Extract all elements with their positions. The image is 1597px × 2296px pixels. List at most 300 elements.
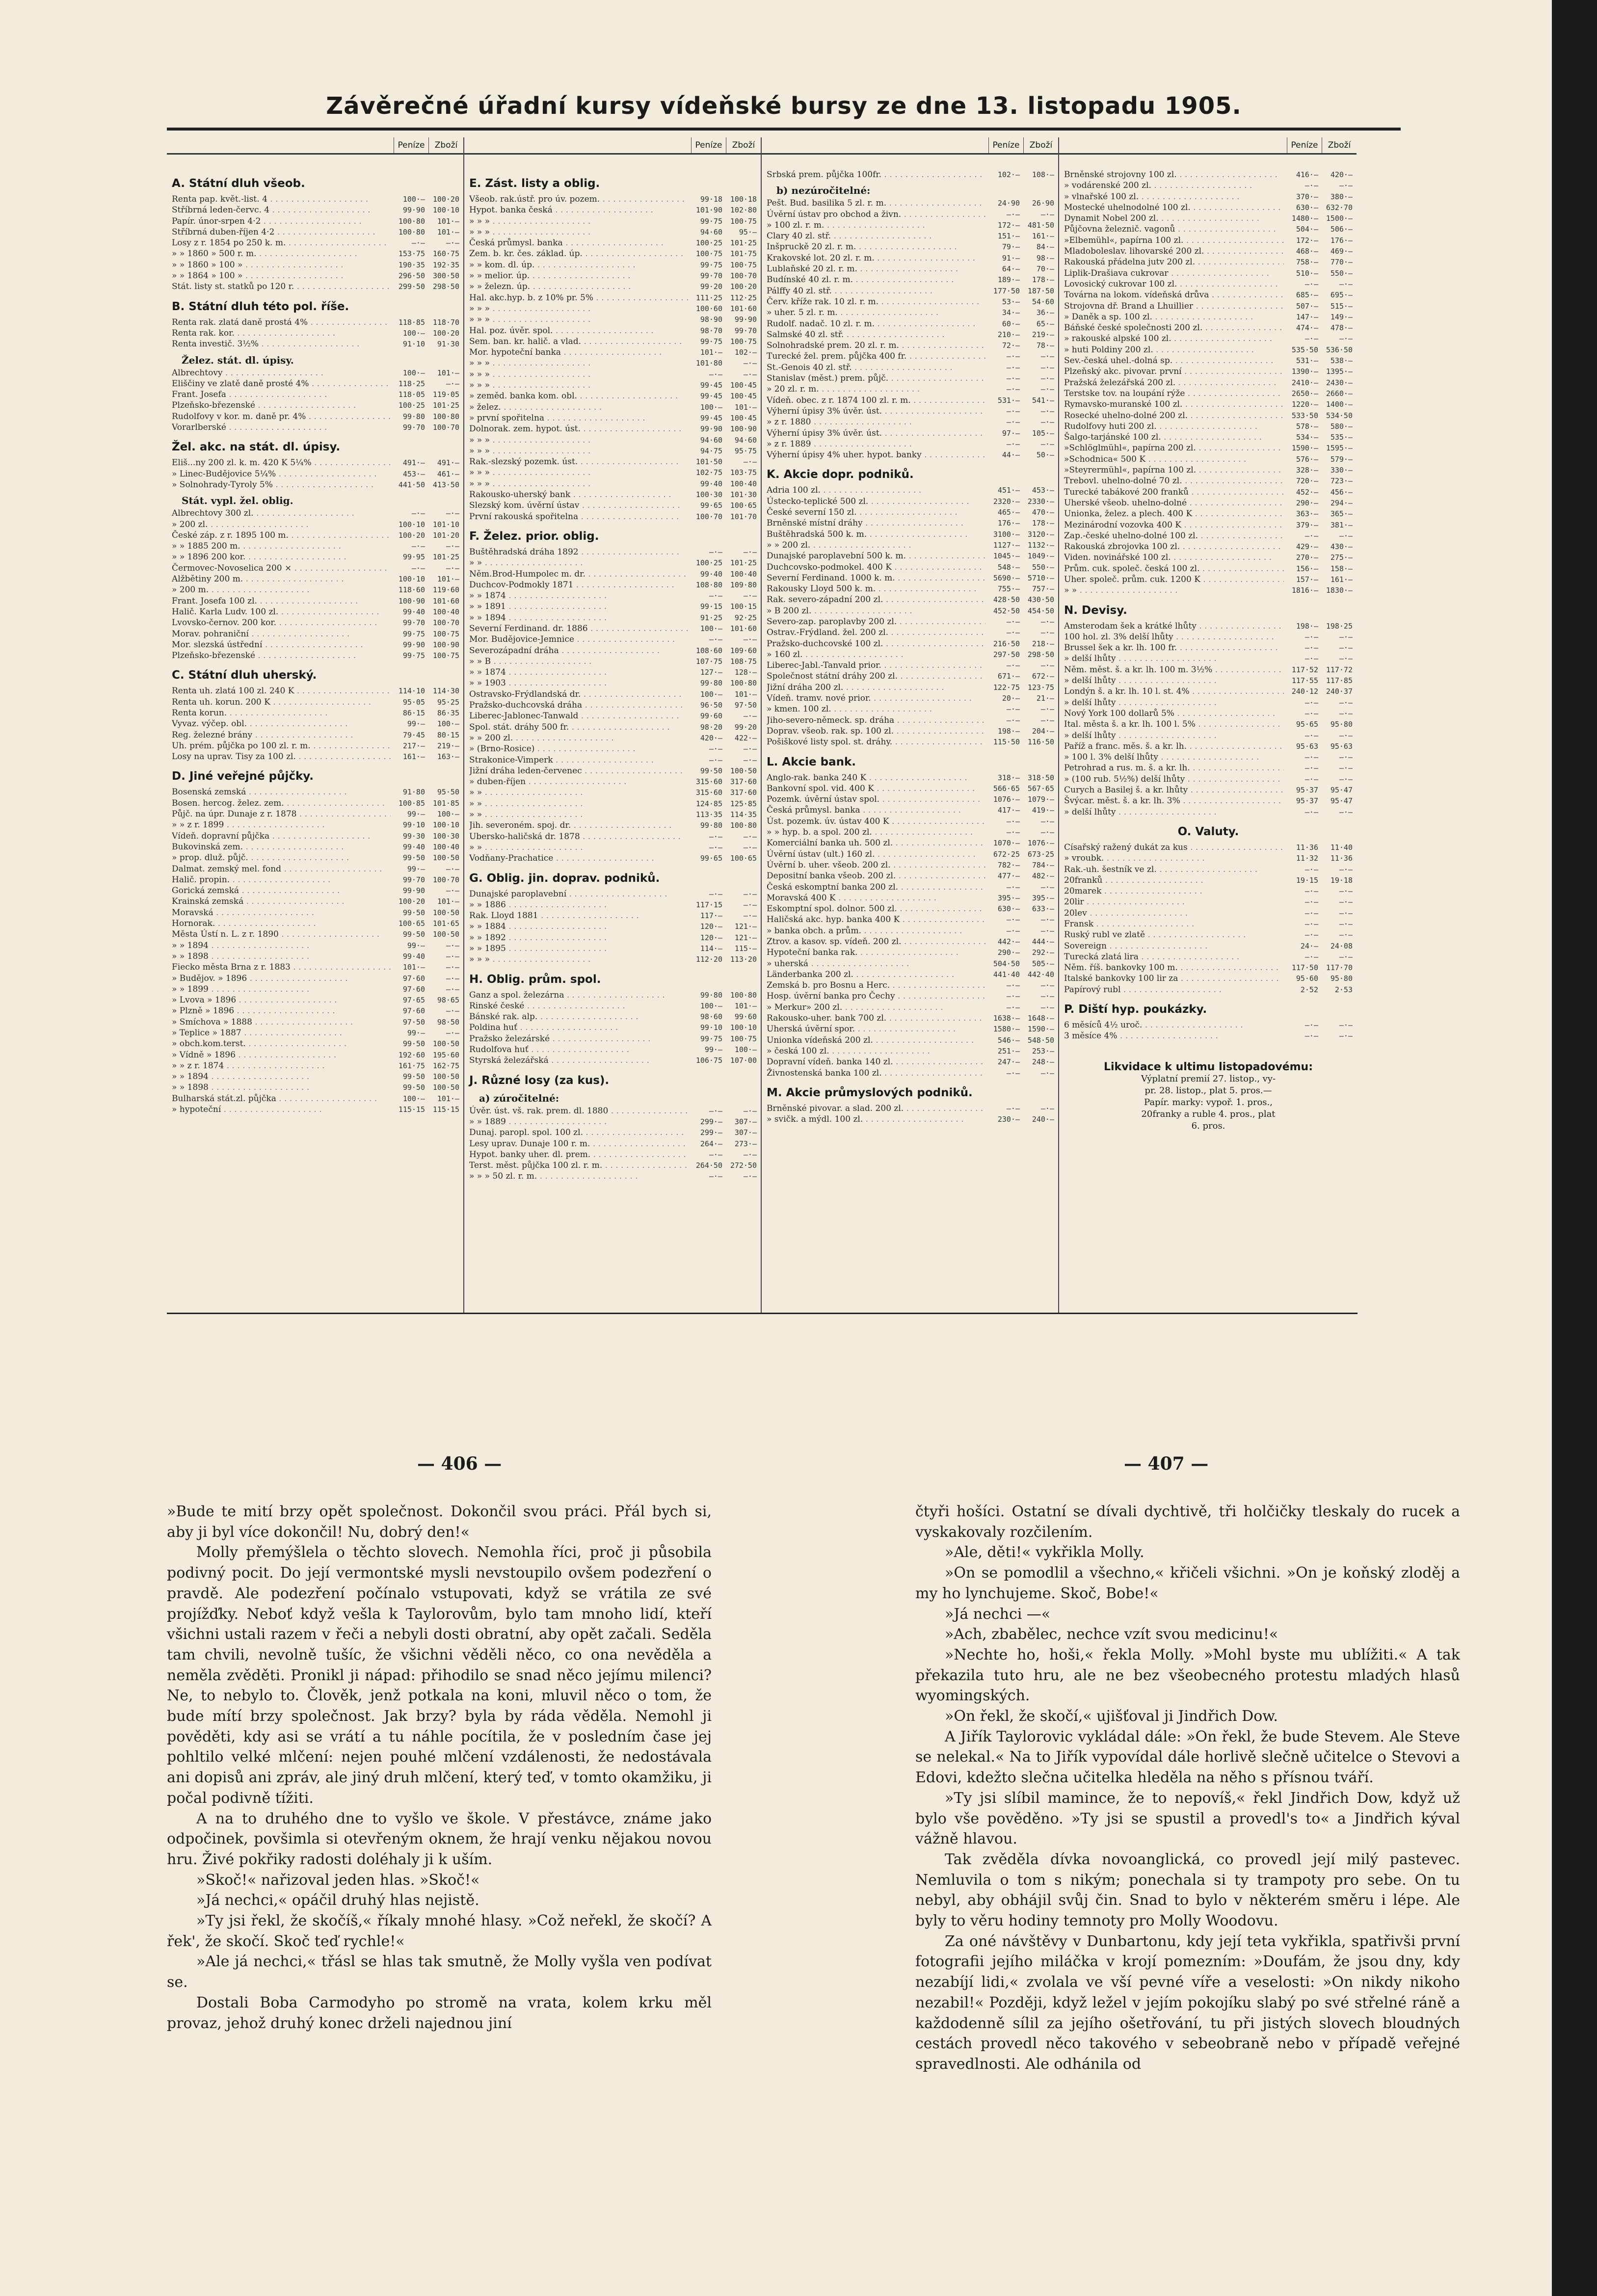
goods-price: —·—: [1040, 882, 1054, 892]
money-price: 190·35: [398, 260, 425, 269]
security-name: Frant. Josefa . . .: [172, 389, 391, 400]
security-name: » vodárenské 200 zl. . . .: [1064, 180, 1284, 191]
quote-row: [172, 852, 459, 863]
money-price: 118·85: [398, 317, 425, 327]
scan-gutter: [1552, 0, 1597, 2296]
goods-price: —·—: [446, 951, 459, 961]
quote-row: [1064, 864, 1353, 875]
section-heading: L. Akcie bank.: [767, 755, 856, 768]
subsection-heading: Želez. stát. dl. úpisy.: [182, 354, 294, 366]
money-price: 24·—: [1300, 941, 1318, 950]
money-price: —·—: [1006, 352, 1020, 361]
goods-price: 11·36: [1330, 854, 1353, 863]
goods-price: 100·—: [437, 719, 459, 729]
goods-price: 101·25: [730, 238, 757, 248]
security-name: Červ. kříže rak. 10 zl. r. m. . . .: [767, 296, 985, 307]
money-price: 117·15: [695, 900, 722, 909]
goods-price: 101·—: [734, 402, 757, 412]
goods-price: —·—: [446, 963, 459, 972]
quote-row: [767, 980, 1054, 991]
money-price: 172·—: [997, 220, 1020, 230]
money-price: 318·—: [997, 773, 1020, 782]
section-heading: K. Akcie dopr. podniků.: [767, 468, 914, 481]
money-price: 99·30: [402, 831, 425, 841]
quote-row: [469, 743, 757, 754]
security-name: » » 1884 . . .: [469, 921, 688, 932]
money-price: 124·85: [695, 799, 722, 808]
quote-row: [767, 827, 1054, 838]
goods-price: 100·70: [432, 875, 459, 884]
quote-row: [172, 1005, 459, 1016]
money-price: —·—: [411, 542, 425, 551]
money-price: 99·50: [402, 1083, 425, 1092]
quote-row: [469, 943, 757, 954]
quote-row: [469, 831, 757, 842]
money-price: —·—: [1304, 774, 1318, 784]
security-name: Úvěrní b. uher. všeob. 200 zl. . . .: [767, 860, 985, 871]
security-name: Mostecké uhelnodolné 100 zl. . . .: [1064, 202, 1284, 213]
goods-price: —·—: [1339, 865, 1353, 874]
goods-price: 365·—: [1330, 509, 1353, 519]
money-price: 491·—: [402, 458, 425, 468]
security-name: Hypot. banka česká . . .: [469, 205, 688, 215]
quote-row: [469, 194, 757, 205]
quote-row: [1064, 574, 1353, 585]
security-name: » » » . . .: [469, 227, 688, 238]
goods-price: —·—: [446, 974, 459, 983]
goods-price: 535·—: [1330, 433, 1353, 442]
quote-row: [172, 798, 459, 809]
security-name: » Merkur» 200 zl. . . .: [767, 1002, 985, 1013]
money-price: 99·90: [402, 640, 425, 649]
quote-row: [767, 1068, 1054, 1079]
goods-price: 100·65: [730, 854, 757, 863]
quote-row: [767, 893, 1054, 903]
security-name: Stanislav (měst.) prem. půjč. . . .: [767, 373, 985, 384]
money-price: —·—: [1006, 374, 1020, 383]
quote-row: [469, 281, 757, 292]
money-price: —·—: [1006, 628, 1020, 637]
security-name: » » 1898 . . .: [172, 1082, 391, 1093]
money-price: 100·—: [402, 368, 425, 377]
security-name: Buštěhradská 500 k. m. . . .: [767, 529, 985, 540]
goods-price: —·—: [1339, 731, 1353, 740]
security-name: » 100 zl. r. m. . . .: [767, 220, 985, 231]
goods-price: —·—: [1040, 628, 1054, 637]
security-name: Turecké žel. prem. půjčka 400 fr. . . .: [767, 351, 985, 362]
quote-row: [469, 932, 757, 943]
quote-row: [172, 248, 459, 259]
money-price: 504·—: [1296, 225, 1318, 234]
security-name: Rakouská zbrojovka 100 zl. . . .: [1064, 541, 1284, 552]
paragraph: Molly přemýšlela o těchto slovech. Nemohla říci, proč ji působila podivný pocit. Do její vermontské mysli nevstoupilo ovšem podezření o pravdě. Ale podezření počínalo vstupovati, když se vrátila ze své projížďky. Neboť když vešla k Taylorovům, bylo tam mnoho lidí, kteří všichni ustali razem v řeči a nebyli dosti obratní, aby opět začali. Seděla tam chvili, nevolně tušíc, že všichni věděli něco, co ona nevěděla a neměla zvěděti. Pronikl ji nápad: přihodilo se snad něco jejímu milenci? Ne, to nebylo to. Člověk, jenž potkala na koni, mluvil něco o tom, že bude mítí brzy společnost. Jak brzy? byla by ráda věděla. Nemohl ji pověděti, kdy asi se vrátí a tu náhle pocítila, že v posledním čase jej pohltilo velké mlčení: nejen pouhé mlčení vzdálenosti, že nedostávala ani dopisů ani zpráv, ale jiný druh mlčení, který teď, v tomto okamžiku, ji počal podivně tížiti.: [167, 1544, 712, 1807]
security-name: Terstske tov. na loupání rýže . . .: [1064, 388, 1284, 399]
security-name: » uher. 5 zl. r. m. . . .: [767, 307, 985, 318]
goods-price: 95·75: [734, 446, 757, 455]
money-price: 24·90: [997, 199, 1020, 208]
goods-price: 119·05: [432, 390, 459, 399]
goods-price: 272·50: [730, 1161, 757, 1170]
money-price: —·—: [1006, 817, 1020, 826]
quote-row: [1064, 257, 1353, 267]
quote-row: [469, 1127, 757, 1138]
goods-price: 160·75: [432, 249, 459, 259]
quote-row: [469, 612, 757, 623]
money-price: —·—: [1304, 897, 1318, 907]
goods-price: 161·—: [1330, 575, 1353, 584]
quote-row: [469, 809, 757, 820]
goods-price: 695·—: [1330, 290, 1353, 300]
money-price: 548·—: [997, 562, 1020, 572]
goods-price: 461·—: [437, 469, 459, 478]
money-price: 230·—: [997, 1115, 1020, 1124]
security-name: Stříbrná leden-červc. 4 . . .: [172, 205, 391, 215]
quote-row: [1064, 919, 1353, 929]
security-name: Vídeň. obec. z r. 1874 100 zl. r. m. . . .: [767, 395, 985, 406]
goods-price: 91·30: [437, 340, 459, 349]
security-name: » » 1896 200 kor. . . .: [172, 552, 391, 562]
goods-price: 102·—: [734, 348, 757, 357]
money-price: 1220·—: [1291, 400, 1318, 409]
quote-row: [172, 400, 459, 411]
quote-row: [469, 292, 757, 303]
security-name: Jih. severoném. spoj. dr. . . .: [469, 820, 688, 831]
goods-price: 100·50: [432, 853, 459, 863]
security-name: Mor. slezská ústřední . . .: [172, 639, 391, 650]
security-name: Ital. města š. a kr. lh. 100 l. 5% . . .: [1064, 719, 1284, 730]
money-price: 99·—: [407, 810, 425, 819]
goods-price: 125·85: [730, 799, 757, 808]
money-price: 99·40: [700, 479, 722, 488]
security-name: Dopravní vídeň. banka 140 zl. . . .: [767, 1056, 985, 1067]
section-heading: J. Různé losy (za kus).: [469, 1074, 610, 1087]
security-name: Adria 100 zl. . . .: [767, 485, 985, 496]
quote-row: [469, 557, 757, 568]
money-price: 99·75: [402, 651, 425, 660]
goods-price: 298·50: [1027, 650, 1054, 659]
money-price: 441·50: [398, 480, 425, 489]
quote-row: [469, 1138, 757, 1149]
security-name: Renta rak. kor. . . .: [172, 328, 391, 339]
quote-row: [469, 314, 757, 325]
goods-price: 95·25: [437, 697, 459, 707]
goods-price: 491·—: [437, 458, 459, 468]
subsection-heading: Stát. vypl. žel. oblig.: [182, 495, 293, 507]
quote-row: [767, 794, 1054, 805]
quote-row: [1064, 366, 1353, 377]
quote-row: [172, 940, 459, 951]
goods-price: 54·60: [1032, 297, 1054, 306]
goods-price: —·—: [446, 238, 459, 248]
goods-price: 292·—: [1032, 948, 1054, 957]
quotes-table: [167, 137, 1357, 1314]
quote-row: [172, 519, 459, 530]
money-price: 97·50: [402, 1017, 425, 1027]
goods-price: 538·—: [1330, 356, 1353, 366]
goods-price: —·—: [446, 864, 459, 873]
quote-row: [469, 820, 757, 831]
quote-row: [767, 449, 1054, 460]
money-price: 99·40: [402, 842, 425, 851]
money-price: 120·—: [700, 933, 722, 942]
goods-price: 103·75: [730, 468, 757, 477]
money-price: 147·—: [1296, 312, 1318, 321]
money-price: 99·70: [402, 423, 425, 432]
security-name: Rinské české . . .: [469, 1001, 688, 1011]
money-price: 100·—: [700, 689, 722, 699]
money-price: 91·25: [700, 613, 722, 622]
security-name: Liberec-Jabl.-Tanvald prior. . . .: [767, 660, 985, 671]
security-name: Losy z r. 1854 po 250 k. m. . . .: [172, 238, 391, 248]
quote-row: [767, 395, 1054, 406]
quote-row: [172, 328, 459, 339]
quote-row: [469, 238, 757, 248]
quote-row: [172, 1104, 459, 1115]
security-name: Stát. listy st. statků po 120 r. . . .: [172, 281, 391, 292]
security-name: Vídeň. tramv. nové prior. . . .: [767, 693, 985, 704]
quote-row: [1064, 410, 1353, 421]
money-price: 34·—: [1002, 308, 1020, 317]
money-price: 96·50: [700, 701, 722, 710]
section-heading: O. Valuty.: [1177, 825, 1239, 838]
quote-row: [767, 220, 1054, 231]
goods-price: 204·—: [1032, 726, 1054, 736]
security-name: » » » . . .: [469, 467, 688, 478]
quote-row: [469, 369, 757, 380]
quote-row: [1064, 454, 1353, 465]
goods-price: 107·00: [730, 1056, 757, 1065]
goods-price: 95·63: [1330, 741, 1353, 751]
money-price: 176·—: [997, 519, 1020, 528]
goods-price: 100·50: [432, 1039, 459, 1049]
security-name: » » » . . .: [469, 369, 688, 380]
security-name: Uh. prém. půjčka po 100 zl. r. m. . . .: [172, 740, 391, 751]
goods-price: 240·—: [1032, 1115, 1054, 1124]
quote-row: [767, 1114, 1054, 1125]
quote-row: [172, 809, 459, 819]
quote-row: [767, 594, 1054, 605]
page-number-left: — 406 —: [417, 1453, 502, 1474]
money-price: 97·60: [402, 974, 425, 983]
security-name: Budínské 40 zl. r. m. . . .: [767, 274, 985, 285]
security-name: » » 1874 . . .: [469, 667, 688, 678]
quote-row: [767, 562, 1054, 573]
security-name: Pozemk. úvěrní ústav spol. . . .: [767, 794, 985, 805]
quote-row: [172, 194, 459, 205]
goods-price: 178·—: [1032, 275, 1054, 285]
goods-price: 99·20: [734, 722, 757, 732]
goods-price: 99·70: [734, 326, 757, 335]
quote-row: [1064, 520, 1353, 530]
goods-price: —·—: [446, 984, 459, 994]
security-name: » hypoteční . . .: [172, 1104, 391, 1115]
quote-row: [767, 551, 1054, 561]
security-name: » banka obch. a prům. . . .: [767, 925, 985, 936]
security-name: » » » . . .: [469, 314, 688, 325]
money-price: 1127·—: [993, 540, 1020, 550]
security-name: » z r. 1889 . . .: [767, 439, 985, 449]
quote-row: [469, 413, 757, 423]
money-price: —·—: [1304, 865, 1318, 874]
quote-row: [469, 1149, 757, 1160]
security-name: Eskomptní spol. dolnor. 500 zl. . . .: [767, 903, 985, 914]
quote-row: [1064, 202, 1353, 213]
goods-price: 100·75: [730, 216, 757, 226]
quote-row: [767, 209, 1054, 220]
security-name: Frant. Josefa 100 zl. . . .: [172, 596, 391, 607]
money-price: 44·—: [1002, 450, 1020, 460]
money-price: —·—: [1006, 617, 1020, 626]
goods-price: —·—: [1339, 531, 1353, 540]
quote-row: [1064, 475, 1353, 486]
money-price: 99·15: [700, 602, 722, 611]
money-price: 100·—: [402, 1094, 425, 1103]
goods-price: 95·47: [1330, 786, 1353, 795]
goods-price: —·—: [446, 509, 459, 518]
security-name: Severní Ferdinand. 1000 k. m. . . .: [767, 573, 985, 583]
quote-row: [1064, 530, 1353, 541]
money-price: —·—: [1006, 385, 1020, 394]
quote-row: [1064, 279, 1353, 290]
money-price: 1076·—: [993, 795, 1020, 804]
goods-price: 100·75: [730, 1034, 757, 1043]
quote-row: [469, 921, 757, 932]
goods-price: 101·—: [437, 575, 459, 584]
money-price: 290·—: [997, 948, 1020, 957]
money-price: 442·—: [997, 937, 1020, 946]
quote-row: [767, 384, 1054, 395]
goods-price: 100·50: [432, 930, 459, 939]
subsection-heading: a) zúročitelné:: [479, 1092, 559, 1104]
goods-price: 21·—: [1036, 694, 1054, 703]
quote-row: [172, 995, 459, 1005]
money-price: 95·65: [1296, 720, 1318, 729]
goods-price: —·—: [1339, 920, 1353, 928]
goods-price: 395·—: [1032, 893, 1054, 902]
security-name: První rakouská spořitelna . . .: [469, 511, 688, 522]
quote-row: [172, 617, 459, 628]
security-name: Severo-zap. paroplavby 200 zl. . . .: [767, 616, 985, 627]
goods-price: 100·65: [730, 501, 757, 510]
goods-price: 784·—: [1032, 860, 1054, 870]
quote-row: [767, 991, 1054, 1002]
quote-row: [469, 623, 757, 634]
article-text-left: [167, 1502, 712, 2033]
quote-row: [469, 1001, 757, 1011]
money-price: 97·60: [402, 984, 425, 994]
quote-row: [469, 667, 757, 678]
section-heading: G. Oblig. jin. doprav. podniků.: [469, 871, 660, 885]
security-name: Halič. Karla Ludv. 100 zl. . . .: [172, 607, 391, 617]
quote-row: [172, 508, 459, 519]
paragraph: čtyři hošíci. Ostatní se dívali dychtivě, tři holčičky tleskaly do rucek a vyskakovaly rozčilením.: [915, 1503, 1460, 1541]
goods-price: —·—: [743, 1106, 757, 1115]
security-name: Halič. propin. . . .: [172, 874, 391, 885]
security-name: » » 1894 . . .: [172, 1071, 391, 1082]
quote-row: [469, 380, 757, 391]
goods-price: 672·—: [1032, 672, 1054, 681]
goods-price: —·—: [1339, 753, 1353, 762]
goods-price: 100·40: [730, 479, 757, 488]
money-price: 247·—: [997, 1057, 1020, 1067]
money-price: 3100·—: [993, 529, 1020, 539]
quote-row: [767, 947, 1054, 958]
security-name: Losy na uprav. Tisy za 100 zl. . . .: [172, 751, 391, 762]
goods-price: 1500·—: [1326, 214, 1353, 223]
money-price: 216·50: [993, 639, 1020, 648]
goods-price: 100·40: [730, 569, 757, 579]
quote-row: [172, 552, 459, 562]
goods-price: 579·—: [1330, 454, 1353, 464]
money-price: 94·60: [700, 435, 722, 445]
quote-row: [1064, 301, 1353, 312]
quote-row: [1064, 421, 1353, 432]
goods-price: —·—: [1040, 385, 1054, 394]
quote-row: [469, 656, 757, 667]
security-name: Jižní dráha leden-červenec . . .: [469, 765, 688, 776]
money-price: —·—: [709, 843, 722, 852]
goods-price: —·—: [1339, 897, 1353, 907]
quote-row: [767, 805, 1054, 816]
goods-price: 478·—: [1330, 323, 1353, 333]
money-price: 99·45: [700, 413, 722, 422]
quote-row: [767, 340, 1054, 351]
money-price: 99·75: [402, 629, 425, 638]
quote-row: [767, 507, 1054, 518]
quote-row: [767, 198, 1054, 209]
quote-row: [767, 882, 1054, 893]
security-name: » první spořitelna . . .: [469, 413, 688, 423]
security-name: » » 1864 » 100 » . . .: [172, 270, 391, 281]
money-price: 100·20: [398, 530, 425, 540]
money-price: 99·90: [402, 886, 425, 896]
security-name: Něm. měst. š. a kr. lh. 100 m. 3½% . . .: [1064, 664, 1284, 675]
money-price: 100·10: [398, 520, 425, 529]
goods-price: —·—: [446, 941, 459, 950]
security-name: » 100 l. 3% delší lhůty . . .: [1064, 752, 1284, 763]
goods-price: —·—: [1339, 930, 1353, 940]
quote-row: [1064, 763, 1353, 773]
security-name: Srbská prem. půjčka 100fr. . . .: [767, 169, 985, 180]
security-name: » Daněk a sp. 100 zl. . . .: [1064, 312, 1284, 322]
goods-price: —·—: [1339, 698, 1353, 707]
security-name: » » 1886 . . .: [469, 899, 688, 910]
goods-price: —·—: [743, 843, 757, 852]
security-name: » z r. 1880 . . .: [767, 417, 985, 427]
quote-row: [172, 907, 459, 918]
goods-price: 100·45: [730, 381, 757, 390]
security-name: Papír. únor-srpen 4·2 . . .: [172, 216, 391, 227]
security-name: » » . . .: [469, 842, 688, 853]
security-name: Bankovní spol. vid. 400 K . . .: [767, 783, 985, 794]
quote-row: [767, 649, 1054, 660]
goods-price: 307·—: [734, 1117, 757, 1126]
security-name: » Lvova » 1896 . . .: [172, 995, 391, 1005]
goods-price: 420·—: [1330, 170, 1353, 179]
money-price: 264·—: [700, 1139, 722, 1148]
money-price: 99·80: [700, 679, 722, 688]
quote-row: [1064, 432, 1353, 443]
money-price: 101·90: [695, 206, 722, 215]
goods-price: 119·60: [432, 585, 459, 595]
goods-price: 116·50: [1027, 738, 1054, 747]
security-name: Dynamit Nobel 200 zl. . . .: [1064, 213, 1284, 224]
money-price: 91·10: [402, 340, 425, 349]
goods-price: 273·—: [734, 1139, 757, 1148]
money-price: 100·—: [700, 624, 722, 633]
goods-price: 317·60: [730, 777, 757, 787]
column-body: [464, 155, 761, 1182]
